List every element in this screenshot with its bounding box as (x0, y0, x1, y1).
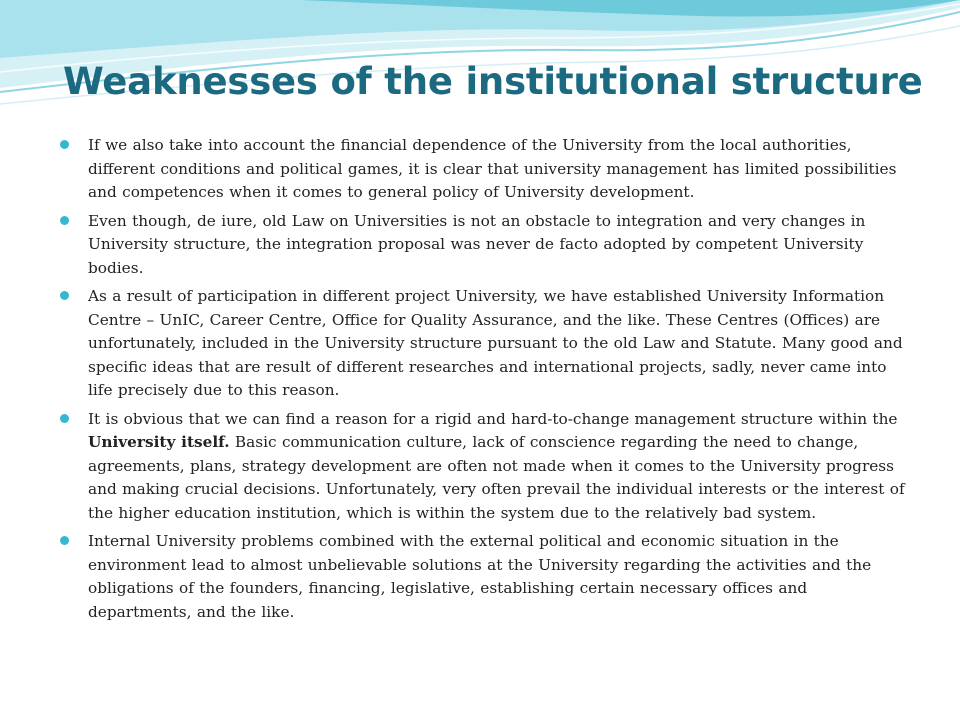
bullet-dot-icon (60, 414, 69, 423)
bullet-text-after: Basic communication culture, lack of conscience regarding the need to change, agreements, plans, strategy development are often not made when it comes to the University progress and making crucial decisions. Unfortunately, very often prevail the individual interests or the interest of the higher education institution, which is within the system due to the relatively bad system. (88, 433, 905, 522)
bullet-item (60, 408, 912, 526)
bullet-dot-icon (60, 216, 69, 225)
bullet-item (60, 134, 912, 205)
bullet-text-bold: University itself. (88, 433, 230, 451)
bullet-dot-icon (60, 140, 69, 149)
bullet-list (60, 134, 912, 629)
bullet-item (60, 210, 912, 281)
bullet-text: If we also take into account the financial dependence of the University from the local authorities, different conditions and political games, it is clear that university management has limited possibilities and competences when it comes to general policy of University development. (88, 136, 897, 201)
bullet-text: Even though, de iure, old Law on Universities is not an obstacle to integration and very changes in University structure, the integration proposal was never de facto adopted by competent University bodies. (88, 211, 866, 277)
bullet-item (60, 530, 912, 624)
bullet-text-before: It is obvious that we can find a reason for a rigid and hard-to-change management structure within the (88, 409, 898, 428)
slide-title: Weaknesses of the institutional structure (63, 60, 923, 103)
bullet-dot-icon (60, 291, 69, 300)
bullet-dot-icon (60, 536, 69, 545)
bullet-text: Internal University problems combined with the external political and economic situation in the environment lead to almost unbelievable solutions at the University regarding the activities and the obligations of the founders, financing, legislative, establishing certain necessary offices and departments, and the like. (88, 532, 872, 621)
bullet-text: As a result of participation in different project University, we have established University Information Centre – UnIC, Career Centre, Office for Quality Assurance, and the like. These Centres (Offices) are unfortunately, included in the University structure pursuant to the old Law and Statute. Many good and specific ideas that are result of different researches and international projects, sadly, never came into life precisely due to this reason. (88, 287, 903, 399)
bullet-item (60, 285, 912, 403)
